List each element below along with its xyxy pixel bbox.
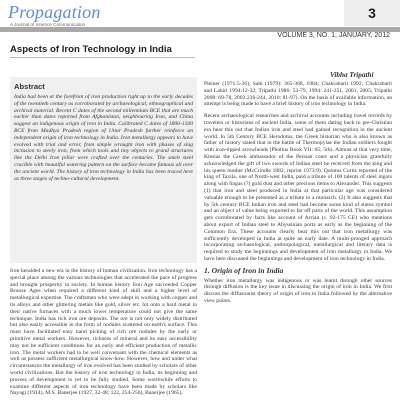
title-underline: [10, 57, 195, 58]
journal-tagline: A Journal of Science Communication: [10, 22, 86, 27]
journal-logo: [8, 2, 148, 30]
section-heading: 1. Origin of Iron in India: [204, 265, 284, 275]
abstract-heading: Abstract: [14, 82, 45, 91]
right-paragraph-3: Whether iron metallurgy was indigenous or was learnt through other sources through diffusion is the key issue in discussing the origin of iron in India. We first discuss the diffusionist theory of origin of iron in India followed by the alternative view points.: [204, 277, 392, 304]
journal-name: Propagation: [8, 2, 101, 22]
issue-number-box: 3: [344, 0, 400, 26]
volume-line: VOLUME 3, NO. 1, JANUARY, 2012: [277, 32, 390, 39]
article-author: Vibha Tripathi: [330, 71, 374, 79]
right-paragraph-1: Pleiner (1971:5-36), Sahi (1979): 365-368, 1984; Chakrabarti 1992; Chakrabarti and Lahiri 1994:12-32; Tripathi 1986: 53-79, 1994: 241-251, 2001, 2005; Tripathi 2008: 69-78, 2003:236-244, 2010: 81-97). On the basis of available information, an attempt is being made to have a brief history of iron technology in India.: [204, 81, 392, 108]
abstract-text: India had been at the forefront of iron production right up to the early decades of the twentieth century as corroborated by archaeological, ethnographical and archival material. Recent C dates of the second millennium BCE that are much earlier than dates reported from Afghanistan, neighbouring Iran, and China suggest an indigenous origin of iron in India. Calibrated C dates of 1800-1500 BCE from Madhya Pradesh region of Uttar Pradesh further reinforce an independent origin of iron technology in India. Iron metallurgy appears to have evolved with trial and error, from simple wrought iron with phases of slag inclusion to steely iron, from which tools and tiny objects to grand structures like the Delhi Iron pillar were crafted over the centuries. The smelt steel crucible with beautiful watering pattern on the surface became famous all over the ancient world. The history of iron technology in India has been traced here as three stages of techno-cultural development.: [14, 94, 193, 182]
article-title: Aspects of Iron Technology in India: [10, 44, 172, 55]
abstract-box: [10, 77, 197, 263]
right-column: [204, 81, 392, 399]
right-paragraph-2: Recent archaeological researches and archival accounts including travel records by travelers or historians of ancient India, some of them dating back to pre-Christian era bear this out that Indian iron and steel had gained recognition in the ancient world. In 5th Century BCE Herodotus, the Greek historian who is also known as father of history stated that in the battle of Thermopylae the Indian soldiers fought with iron-tipped arrowheads (Photius Book VII: 65; 5th). Almost at that very time, Ktesias the Greek ambassador of the Persian court and a physician gratefully acknowledged the gift of two swords of Indian steel he received from the king and his queen mother (McCrindle 1882, reprint 1973:9). Quintus Curtis reported of the king of Taxila, one of North-west India, paid a tribute of 100 talents of steel ingots along with lingas (?) gold dust and other precious items to Alexander. This suggests (1) that iron and steel produced in India at that particular age was considered valuable enough to be presented as a tribute to a monarch. (2) It also suggests that by 5th century BCE Indian iron and steel had become some kind of status symbol and an object of value being exported to far off parts of the world. This assumption gets corroborated by facts like account of Arrian (c. 92-175 CE) who mentions about export of Indian steel to Abyssinian ports as early as the beginning of the Common Era. These accounts clearly bear this out that iron metallurgy was sufficiently developed in India at quite an early date. A multi-pronged approach incorporating archaeological, anthropological, metallurgical and literary data is required to study the beginnings and development of iron metallurgy in India. We have here discussed the beginnings and development of iron technology in India.: [204, 113, 392, 262]
left-column-body: Iron heralded a new era in the history of human civilization. Iron technology has a special place among the various technologies that accelerated the pace of progress and brought prosperity in society. In human history Iron Age succeeded Copper Bronze Ages when required a different kind of skill and a higher level of metallurgical expertise. The craftsmen who were adept in working with copper and its alloys and other glittering metals like gold, silver etc. hit onto a hard metal in their native furnaces with a much lower temperature could not give the same technique. India has rich iron ore deposits. The ore is not only widely distributed but also easily accessible in the form of nodules scattered on earth's surface. This must have facilitated easy hand picking of rich ore nodules by the early or primitive metal workers. However, richness of mineral and its easy accessibility may not be sufficient conditions for an early and efficient production of metallic iron. The metal workers had to be well conversant with the chemical elements as well as possess sufficient metallurgical know-how. However, how and under what circumstances the metallurgy of iron evolved has been studied by scholars of other world civilizations. But the history of iron technology in India, its beginning and process of development is yet to be fully studied. Some worthwhile efforts to examine different aspects of iron technology have been made by scholars like Nayagi (1914), M.S. Banerjee (1927, 32-48; 122, 254-256), Banerjee (1965),: [10, 268, 197, 397]
